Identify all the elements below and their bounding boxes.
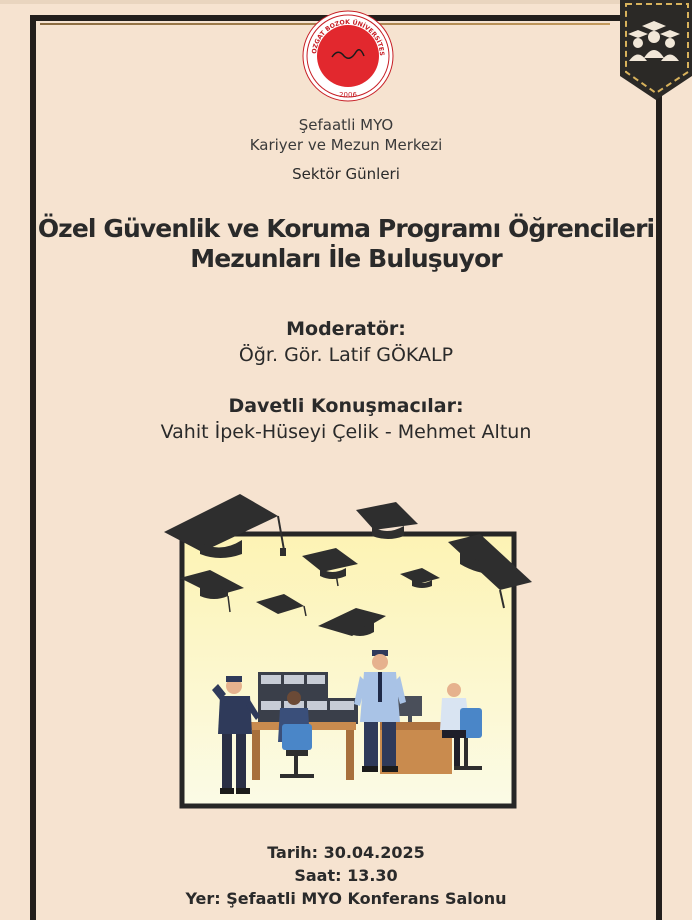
graduation-security-illustration — [160, 490, 540, 810]
university-logo — [302, 10, 394, 102]
svg-text:YOZGAT BOZOK ÜNİVERSİTESİ: OZGAT BOZOK ÜNİVERSİTES — [311, 18, 386, 57]
event-date: Tarih: 30.04.2025 — [267, 843, 425, 862]
title-line-2: Mezunları İle Buluşuyor — [190, 244, 502, 273]
event-time: Saat: 13.30 — [294, 866, 398, 885]
title-line-1: Özel Güvenlik ve Koruma Programı Öğrencileri — [37, 214, 655, 243]
event-place: Yer: Şefaatli MYO Konferans Salonu — [185, 889, 507, 908]
speakers-heading: Davetli Konuşmacılar: — [228, 395, 464, 417]
graduates-badge — [616, 0, 692, 104]
frame-border-right — [656, 15, 662, 920]
faculty-name: Şefaatli MYO — [298, 116, 394, 134]
moderator-name: Öğr. Gör. Latif GÖKALP — [238, 344, 454, 366]
graduates-icon — [616, 0, 692, 104]
svg-text:2006: 2006 — [339, 91, 357, 99]
event-series: Sektör Günleri — [292, 165, 400, 183]
center-name: Kariyer ve Mezun Merkezi — [249, 136, 443, 154]
event-title — [36, 214, 656, 274]
moderator-heading: Moderatör: — [286, 318, 406, 340]
top-strip — [0, 0, 692, 4]
speakers-names: Vahit İpek-Hüseyi Çelik - Mehmet Altun — [160, 421, 532, 443]
